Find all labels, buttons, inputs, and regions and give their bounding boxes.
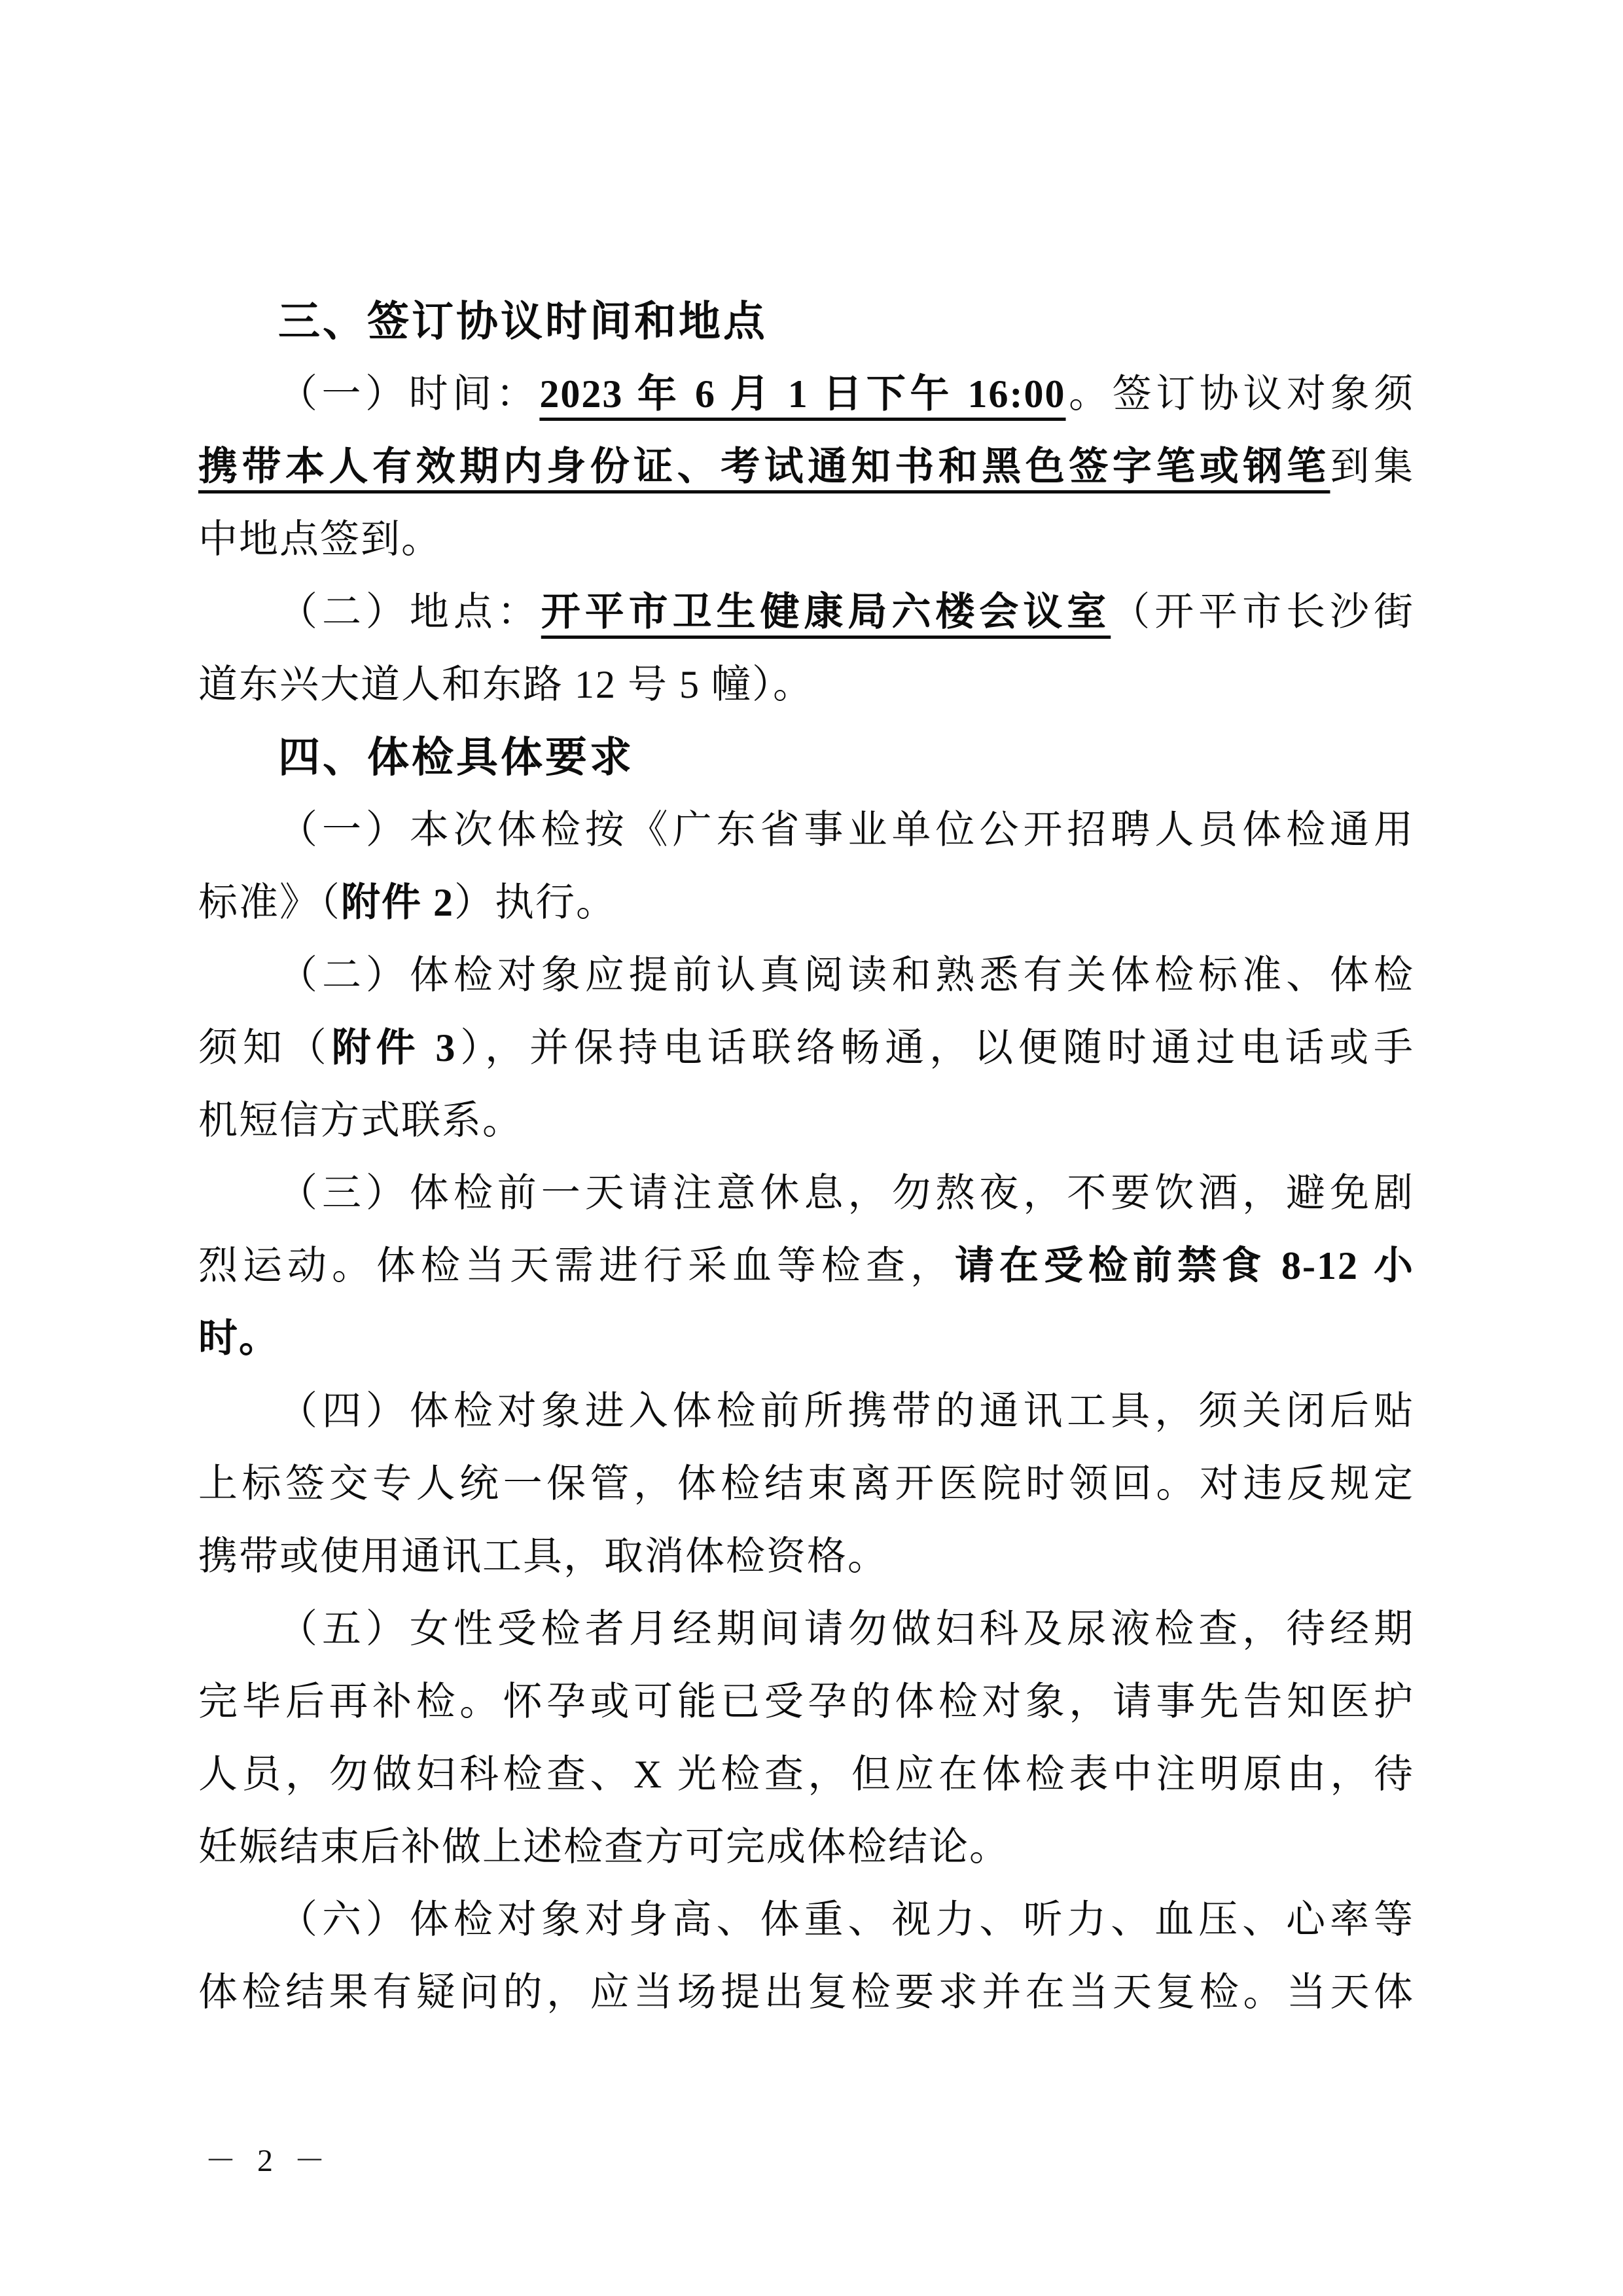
emphasized-text: 四、体检具体要求 xyxy=(278,734,634,781)
text-run: （开平市长沙街 xyxy=(1111,590,1415,634)
text-line xyxy=(198,1520,1414,1593)
text-line xyxy=(198,576,1414,649)
text-run: （三）体检前一天请注意休息，勿熬夜，不要饮酒，避免剧 xyxy=(278,1172,1414,1215)
text-line xyxy=(198,649,1414,721)
text-line xyxy=(198,1956,1414,2029)
emphasized-underlined-text: 开平市卫生健康局六楼会议室 xyxy=(541,590,1111,634)
document-body xyxy=(198,285,1414,2029)
text-run: （五）女性受检者月经期间请勿做妇科及尿液检查，待经期 xyxy=(278,1607,1414,1651)
text-line xyxy=(198,1884,1414,1956)
text-run: 。签订协议对象须 xyxy=(1065,372,1415,416)
emphasized-underlined-text: 2023 年 6 月 1 日下午 16:00 xyxy=(539,372,1066,416)
text-run: 到集 xyxy=(1330,445,1415,488)
text-line xyxy=(198,1448,1414,1520)
text-line xyxy=(198,1738,1414,1811)
text-run: （一）时间： xyxy=(278,372,540,416)
text-line xyxy=(198,1593,1414,1666)
text-run: 人员，勿做妇科检查、X 光检查，但应在体检表中注明原由，待 xyxy=(198,1753,1414,1796)
text-run: 妊娠结束后补做上述检查方可完成体检结论。 xyxy=(198,1825,1010,1869)
text-run: （二）体检对象应提前认真阅读和熟悉有关体检标准、体检 xyxy=(278,954,1414,997)
text-run: 道东兴大道人和东路 12 号 5 幢）。 xyxy=(198,663,813,706)
text-line xyxy=(198,1375,1414,1448)
emphasized-text: 时。 xyxy=(198,1317,279,1360)
text-run: 机短信方式联系。 xyxy=(198,1099,523,1142)
text-run: 烈运动。体检当天需进行采血等检查， xyxy=(198,1244,955,1287)
text-line xyxy=(198,1012,1414,1085)
text-line xyxy=(198,794,1414,867)
text-line xyxy=(198,1666,1414,1738)
emphasized-text: 附件 2 xyxy=(341,881,454,924)
text-run: （一）本次体检按《广东省事业单位公开招聘人员体检通用 xyxy=(278,808,1414,852)
text-run: （六）体检对象对身高、体重、视力、听力、血压、心率等 xyxy=(278,1898,1414,1941)
text-run: ）执行。 xyxy=(454,881,616,924)
text-line xyxy=(198,1811,1414,1884)
text-run: 中地点签到。 xyxy=(198,518,442,561)
text-run: 标准》（ xyxy=(198,881,341,924)
emphasized-text: 请在受检前禁食 8-12 小 xyxy=(955,1244,1415,1287)
text-line xyxy=(198,939,1414,1012)
text-line xyxy=(198,1302,1414,1375)
text-run: 完毕后再补检。怀孕或可能已受孕的体检对象，请事先告知医护 xyxy=(198,1680,1414,1723)
section-heading xyxy=(198,285,1414,358)
text-line xyxy=(198,867,1414,939)
text-line xyxy=(198,431,1414,503)
emphasized-text: 三、签订协议时间和地点 xyxy=(278,298,768,345)
text-run: （二）地点： xyxy=(278,590,541,634)
page-number: － 2 － xyxy=(205,2144,332,2178)
emphasized-underlined-text: 携带本人有效期内身份证、考试通知书和黑色签字笔或钢笔 xyxy=(198,445,1330,488)
text-run: 体检结果有疑问的，应当场提出复检要求并在当天复检。当天体 xyxy=(198,1971,1414,2014)
text-run: 上标签交专人统一保管，体检结束离开医院时领回。对违反规定 xyxy=(198,1462,1414,1505)
text-line xyxy=(198,1157,1414,1230)
text-run: ），并保持电话联络畅通，以便随时通过电话或手 xyxy=(456,1026,1415,1069)
text-run: 携带或使用通讯工具，取消体检资格。 xyxy=(198,1535,888,1578)
text-line xyxy=(198,1085,1414,1157)
text-run: （四）体检对象进入体检前所携带的通讯工具，须关闭后贴 xyxy=(278,1390,1414,1433)
text-line xyxy=(198,358,1414,431)
text-run: 须知（ xyxy=(198,1026,332,1069)
text-line xyxy=(198,1230,1414,1302)
section-heading xyxy=(198,721,1414,794)
text-line xyxy=(198,503,1414,576)
emphasized-text: 附件 3 xyxy=(331,1026,457,1069)
